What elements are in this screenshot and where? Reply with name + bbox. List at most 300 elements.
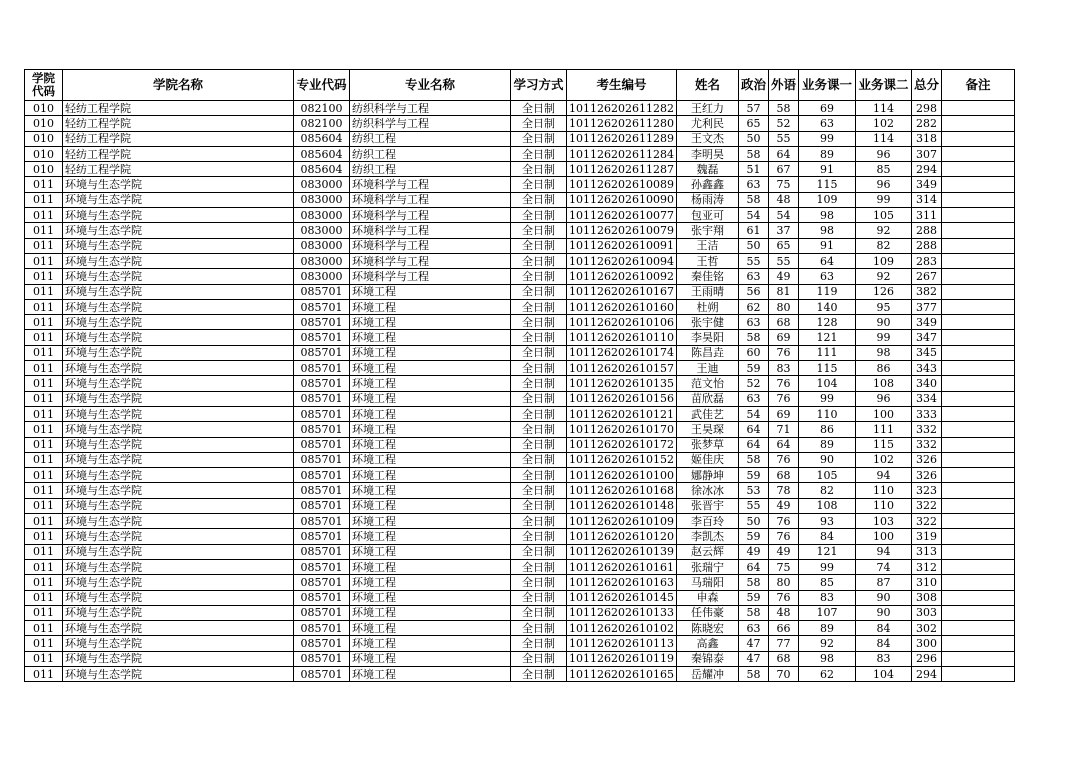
subject-two-score-cell: 102: [856, 452, 912, 467]
foreign-language-score-cell: 70: [769, 666, 799, 681]
total-score-cell: 322: [912, 514, 942, 529]
subject-one-score-cell: 63: [799, 116, 856, 131]
total-score-cell: 308: [912, 590, 942, 605]
college-code-cell: 011: [25, 299, 63, 314]
candidate-id-cell: 101126202610160: [567, 299, 677, 314]
college-name-cell: 环境与生态学院: [63, 269, 294, 284]
candidate-id-cell: 101126202610157: [567, 361, 677, 376]
college-code-cell: 010: [25, 162, 63, 177]
subject-two-score-cell: 74: [856, 559, 912, 574]
foreign-language-score-cell: 55: [769, 253, 799, 268]
total-score-cell: 377: [912, 299, 942, 314]
table-row: [25, 468, 1015, 483]
college-name-cell: 环境与生态学院: [63, 376, 294, 391]
total-score-cell: 334: [912, 391, 942, 406]
subject-two-score-cell: 90: [856, 315, 912, 330]
politics-score-cell: 54: [738, 406, 768, 421]
major-name-cell: 环境科学与工程: [350, 208, 511, 223]
table-row: [25, 162, 1015, 177]
remarks-cell: [942, 422, 1015, 437]
remarks-cell: [942, 666, 1015, 681]
major-name-cell: 环境科学与工程: [350, 238, 511, 253]
foreign-language-score-cell: 68: [769, 651, 799, 666]
subject-two-score-cell: 103: [856, 514, 912, 529]
table-row: [25, 636, 1015, 651]
major-code-cell: 083000: [294, 223, 350, 238]
major-code-cell: 083000: [294, 177, 350, 192]
major-code-cell: 085604: [294, 162, 350, 177]
major-code-cell: 083000: [294, 192, 350, 207]
politics-score-cell: 65: [738, 116, 768, 131]
foreign-language-score-cell: 37: [769, 223, 799, 238]
subject-one-score-cell: 89: [799, 437, 856, 452]
college-name-cell: 轻纺工程学院: [63, 131, 294, 146]
candidate-id-cell: 101126202610161: [567, 559, 677, 574]
politics-score-cell: 61: [738, 223, 768, 238]
total-score-cell: 347: [912, 330, 942, 345]
remarks-cell: [942, 621, 1015, 636]
college-name-cell: 环境与生态学院: [63, 284, 294, 299]
college-name-cell: 环境与生态学院: [63, 483, 294, 498]
remarks-cell: [942, 452, 1015, 467]
college-name-cell: 环境与生态学院: [63, 422, 294, 437]
candidate-id-cell: 101126202610094: [567, 253, 677, 268]
total-score-cell: 312: [912, 559, 942, 574]
subject-one-score-cell: 91: [799, 238, 856, 253]
college-name-cell: 环境与生态学院: [63, 177, 294, 192]
subject-one-score-cell: 84: [799, 529, 856, 544]
student-name-cell: 王文杰: [676, 131, 738, 146]
politics-score-cell: 50: [738, 238, 768, 253]
student-name-cell: 王哲: [676, 253, 738, 268]
major-code-cell: 085701: [294, 575, 350, 590]
foreign-language-score-cell: 64: [769, 146, 799, 161]
major-code-cell: 085701: [294, 498, 350, 513]
student-name-cell: 魏磊: [676, 162, 738, 177]
table-row: [25, 269, 1015, 284]
subject-one-score-cell: 104: [799, 376, 856, 391]
table-row: [25, 437, 1015, 452]
foreign-language-score-cell: 75: [769, 177, 799, 192]
header-politics: 政治: [738, 70, 768, 101]
college-code-cell: 010: [25, 146, 63, 161]
college-name-cell: 环境与生态学院: [63, 437, 294, 452]
college-name-cell: 轻纺工程学院: [63, 116, 294, 131]
college-code-cell: 011: [25, 284, 63, 299]
candidate-id-cell: 101126202610120: [567, 529, 677, 544]
candidate-id-cell: 101126202610110: [567, 330, 677, 345]
politics-score-cell: 52: [738, 376, 768, 391]
subject-two-score-cell: 105: [856, 208, 912, 223]
total-score-cell: 298: [912, 101, 942, 116]
table-row: [25, 376, 1015, 391]
candidate-id-cell: 101126202610152: [567, 452, 677, 467]
total-score-cell: 340: [912, 376, 942, 391]
subject-one-score-cell: 111: [799, 345, 856, 360]
student-name-cell: 李凯杰: [676, 529, 738, 544]
subject-one-score-cell: 62: [799, 666, 856, 681]
total-score-cell: 282: [912, 116, 942, 131]
politics-score-cell: 50: [738, 131, 768, 146]
remarks-cell: [942, 575, 1015, 590]
college-code-cell: 011: [25, 361, 63, 376]
total-score-cell: 311: [912, 208, 942, 223]
subject-two-score-cell: 90: [856, 590, 912, 605]
table-row: [25, 544, 1015, 559]
college-name-cell: 环境与生态学院: [63, 391, 294, 406]
subject-two-score-cell: 84: [856, 636, 912, 651]
remarks-cell: [942, 376, 1015, 391]
study-mode-cell: 全日制: [511, 101, 567, 116]
foreign-language-score-cell: 76: [769, 452, 799, 467]
major-name-cell: 环境工程: [350, 345, 511, 360]
major-name-cell: 环境工程: [350, 422, 511, 437]
student-name-cell: 姬佳庆: [676, 452, 738, 467]
subject-one-score-cell: 128: [799, 315, 856, 330]
major-name-cell: 环境工程: [350, 651, 511, 666]
subject-two-score-cell: 96: [856, 391, 912, 406]
table-row: [25, 559, 1015, 574]
subject-two-score-cell: 92: [856, 223, 912, 238]
foreign-language-score-cell: 49: [769, 544, 799, 559]
college-code-cell: 010: [25, 101, 63, 116]
total-score-cell: 332: [912, 437, 942, 452]
college-name-cell: 环境与生态学院: [63, 544, 294, 559]
remarks-cell: [942, 330, 1015, 345]
remarks-cell: [942, 483, 1015, 498]
major-name-cell: 环境工程: [350, 468, 511, 483]
study-mode-cell: 全日制: [511, 269, 567, 284]
foreign-language-score-cell: 64: [769, 437, 799, 452]
student-name-cell: 王洁: [676, 238, 738, 253]
remarks-cell: [942, 437, 1015, 452]
subject-one-score-cell: 90: [799, 452, 856, 467]
major-code-cell: 085701: [294, 651, 350, 666]
college-name-cell: 环境与生态学院: [63, 468, 294, 483]
table-row: [25, 483, 1015, 498]
study-mode-cell: 全日制: [511, 315, 567, 330]
study-mode-cell: 全日制: [511, 621, 567, 636]
study-mode-cell: 全日制: [511, 529, 567, 544]
remarks-cell: [942, 101, 1015, 116]
remarks-cell: [942, 208, 1015, 223]
total-score-cell: 294: [912, 162, 942, 177]
table-row: [25, 498, 1015, 513]
college-code-cell: 011: [25, 376, 63, 391]
study-mode-cell: 全日制: [511, 575, 567, 590]
college-name-cell: 环境与生态学院: [63, 238, 294, 253]
candidate-id-cell: 101126202610139: [567, 544, 677, 559]
student-name-cell: 王迪: [676, 361, 738, 376]
table-row: [25, 223, 1015, 238]
college-name-cell: 环境与生态学院: [63, 651, 294, 666]
politics-score-cell: 63: [738, 269, 768, 284]
foreign-language-score-cell: 76: [769, 391, 799, 406]
subject-one-score-cell: 93: [799, 514, 856, 529]
student-name-cell: 包亚可: [676, 208, 738, 223]
table-row: [25, 666, 1015, 681]
total-score-cell: 326: [912, 452, 942, 467]
table-row: [25, 361, 1015, 376]
table-row: [25, 253, 1015, 268]
student-name-cell: 李明昊: [676, 146, 738, 161]
subject-one-score-cell: 115: [799, 177, 856, 192]
remarks-cell: [942, 192, 1015, 207]
candidate-id-cell: 101126202610119: [567, 651, 677, 666]
study-mode-cell: 全日制: [511, 559, 567, 574]
foreign-language-score-cell: 83: [769, 361, 799, 376]
major-code-cell: 085701: [294, 284, 350, 299]
college-name-cell: 环境与生态学院: [63, 605, 294, 620]
student-name-cell: 徐冰冰: [676, 483, 738, 498]
politics-score-cell: 59: [738, 361, 768, 376]
major-name-cell: 环境工程: [350, 666, 511, 681]
candidate-id-cell: 101126202611282: [567, 101, 677, 116]
student-name-cell: 岳耀冲: [676, 666, 738, 681]
foreign-language-score-cell: 52: [769, 116, 799, 131]
subject-two-score-cell: 92: [856, 269, 912, 284]
table-body: [25, 101, 1015, 682]
college-name-cell: 环境与生态学院: [63, 345, 294, 360]
politics-score-cell: 58: [738, 146, 768, 161]
total-score-cell: 345: [912, 345, 942, 360]
total-score-cell: 267: [912, 269, 942, 284]
remarks-cell: [942, 559, 1015, 574]
remarks-cell: [942, 238, 1015, 253]
foreign-language-score-cell: 76: [769, 345, 799, 360]
study-mode-cell: 全日制: [511, 361, 567, 376]
admission-score-table: [24, 69, 1015, 682]
major-code-cell: 085701: [294, 514, 350, 529]
subject-one-score-cell: 119: [799, 284, 856, 299]
college-code-cell: 011: [25, 177, 63, 192]
foreign-language-score-cell: 80: [769, 299, 799, 314]
total-score-cell: 296: [912, 651, 942, 666]
study-mode-cell: 全日制: [511, 452, 567, 467]
college-name-cell: 轻纺工程学院: [63, 162, 294, 177]
total-score-cell: 349: [912, 177, 942, 192]
subject-two-score-cell: 83: [856, 651, 912, 666]
total-score-cell: 326: [912, 468, 942, 483]
college-code-cell: 011: [25, 590, 63, 605]
major-code-cell: 085701: [294, 590, 350, 605]
table-row: [25, 131, 1015, 146]
remarks-cell: [942, 345, 1015, 360]
header-candidate-id: 考生编号: [567, 70, 677, 101]
candidate-id-cell: 101126202610133: [567, 605, 677, 620]
study-mode-cell: 全日制: [511, 514, 567, 529]
student-name-cell: 张宇健: [676, 315, 738, 330]
foreign-language-score-cell: 67: [769, 162, 799, 177]
college-name-cell: 环境与生态学院: [63, 575, 294, 590]
study-mode-cell: 全日制: [511, 376, 567, 391]
college-code-cell: 011: [25, 529, 63, 544]
college-name-cell: 环境与生态学院: [63, 666, 294, 681]
subject-one-score-cell: 89: [799, 621, 856, 636]
subject-one-score-cell: 85: [799, 575, 856, 590]
study-mode-cell: 全日制: [511, 406, 567, 421]
foreign-language-score-cell: 75: [769, 559, 799, 574]
major-code-cell: 085701: [294, 345, 350, 360]
subject-two-score-cell: 99: [856, 192, 912, 207]
major-code-cell: 085701: [294, 376, 350, 391]
foreign-language-score-cell: 69: [769, 330, 799, 345]
college-name-cell: 环境与生态学院: [63, 208, 294, 223]
major-code-cell: 085701: [294, 621, 350, 636]
header-subject-one: 业务课一: [799, 70, 856, 101]
foreign-language-score-cell: 69: [769, 406, 799, 421]
major-code-cell: 085701: [294, 437, 350, 452]
college-name-cell: 环境与生态学院: [63, 253, 294, 268]
politics-score-cell: 60: [738, 345, 768, 360]
college-name-cell: 环境与生态学院: [63, 514, 294, 529]
candidate-id-cell: 101126202610090: [567, 192, 677, 207]
subject-one-score-cell: 105: [799, 468, 856, 483]
major-name-cell: 纺织工程: [350, 162, 511, 177]
major-name-cell: 纺织科学与工程: [350, 116, 511, 131]
subject-one-score-cell: 69: [799, 101, 856, 116]
header-remarks: 备注: [942, 70, 1015, 101]
remarks-cell: [942, 529, 1015, 544]
student-name-cell: 尤利民: [676, 116, 738, 131]
major-code-cell: 085604: [294, 146, 350, 161]
major-name-cell: 环境工程: [350, 299, 511, 314]
politics-score-cell: 58: [738, 192, 768, 207]
table-row: [25, 177, 1015, 192]
student-name-cell: 李百玲: [676, 514, 738, 529]
total-score-cell: 313: [912, 544, 942, 559]
subject-one-score-cell: 91: [799, 162, 856, 177]
subject-one-score-cell: 86: [799, 422, 856, 437]
politics-score-cell: 58: [738, 666, 768, 681]
college-name-cell: 环境与生态学院: [63, 559, 294, 574]
politics-score-cell: 64: [738, 422, 768, 437]
remarks-cell: [942, 514, 1015, 529]
remarks-cell: [942, 315, 1015, 330]
remarks-cell: [942, 223, 1015, 238]
header-study-mode: 学习方式: [511, 70, 567, 101]
table-row: [25, 514, 1015, 529]
college-code-cell: 011: [25, 253, 63, 268]
subject-one-score-cell: 99: [799, 131, 856, 146]
major-name-cell: 纺织科学与工程: [350, 101, 511, 116]
candidate-id-cell: 101126202610077: [567, 208, 677, 223]
politics-score-cell: 58: [738, 330, 768, 345]
major-code-cell: 085701: [294, 468, 350, 483]
subject-one-score-cell: 140: [799, 299, 856, 314]
college-code-cell: 011: [25, 192, 63, 207]
subject-two-score-cell: 87: [856, 575, 912, 590]
college-name-cell: 环境与生态学院: [63, 330, 294, 345]
college-name-cell: 环境与生态学院: [63, 406, 294, 421]
subject-one-score-cell: 98: [799, 223, 856, 238]
major-name-cell: 环境工程: [350, 330, 511, 345]
candidate-id-cell: 101126202610168: [567, 483, 677, 498]
table-row: [25, 406, 1015, 421]
politics-score-cell: 53: [738, 483, 768, 498]
candidate-id-cell: 101126202610089: [567, 177, 677, 192]
total-score-cell: 322: [912, 498, 942, 513]
major-name-cell: 环境工程: [350, 636, 511, 651]
study-mode-cell: 全日制: [511, 223, 567, 238]
major-code-cell: 085701: [294, 666, 350, 681]
study-mode-cell: 全日制: [511, 238, 567, 253]
subject-two-score-cell: 109: [856, 253, 912, 268]
major-code-cell: 085701: [294, 391, 350, 406]
study-mode-cell: 全日制: [511, 498, 567, 513]
subject-two-score-cell: 126: [856, 284, 912, 299]
college-code-cell: 011: [25, 514, 63, 529]
subject-two-score-cell: 94: [856, 468, 912, 483]
subject-one-score-cell: 109: [799, 192, 856, 207]
college-code-cell: 011: [25, 468, 63, 483]
subject-one-score-cell: 98: [799, 208, 856, 223]
subject-two-score-cell: 115: [856, 437, 912, 452]
major-code-cell: 082100: [294, 116, 350, 131]
foreign-language-score-cell: 77: [769, 636, 799, 651]
subject-two-score-cell: 102: [856, 116, 912, 131]
major-name-cell: 环境工程: [350, 437, 511, 452]
subject-one-score-cell: 107: [799, 605, 856, 620]
college-code-cell: 010: [25, 131, 63, 146]
subject-one-score-cell: 110: [799, 406, 856, 421]
candidate-id-cell: 101126202610156: [567, 391, 677, 406]
candidate-id-cell: 101126202610167: [567, 284, 677, 299]
student-name-cell: 范文怡: [676, 376, 738, 391]
college-code-cell: 011: [25, 666, 63, 681]
table-row: [25, 330, 1015, 345]
remarks-cell: [942, 651, 1015, 666]
subject-two-score-cell: 104: [856, 666, 912, 681]
major-name-cell: 环境工程: [350, 315, 511, 330]
major-name-cell: 环境工程: [350, 483, 511, 498]
college-code-cell: 011: [25, 621, 63, 636]
major-name-cell: 环境工程: [350, 498, 511, 513]
college-code-cell: 011: [25, 406, 63, 421]
major-name-cell: 环境工程: [350, 544, 511, 559]
college-code-cell: 011: [25, 269, 63, 284]
remarks-cell: [942, 253, 1015, 268]
college-code-cell: 011: [25, 315, 63, 330]
candidate-id-cell: 101126202610113: [567, 636, 677, 651]
politics-score-cell: 50: [738, 514, 768, 529]
student-name-cell: 王昊琛: [676, 422, 738, 437]
remarks-cell: [942, 636, 1015, 651]
college-code-cell: 011: [25, 483, 63, 498]
study-mode-cell: 全日制: [511, 345, 567, 360]
subject-one-score-cell: 115: [799, 361, 856, 376]
college-code-cell: 011: [25, 208, 63, 223]
college-name-cell: 环境与生态学院: [63, 361, 294, 376]
college-code-cell: 011: [25, 452, 63, 467]
remarks-cell: [942, 544, 1015, 559]
remarks-cell: [942, 406, 1015, 421]
subject-one-score-cell: 98: [799, 651, 856, 666]
study-mode-cell: 全日制: [511, 299, 567, 314]
remarks-cell: [942, 299, 1015, 314]
college-code-cell: 011: [25, 605, 63, 620]
major-name-cell: 环境工程: [350, 621, 511, 636]
subject-one-score-cell: 83: [799, 590, 856, 605]
candidate-id-cell: 101126202610170: [567, 422, 677, 437]
subject-two-score-cell: 96: [856, 146, 912, 161]
student-name-cell: 张梦草: [676, 437, 738, 452]
subject-one-score-cell: 82: [799, 483, 856, 498]
major-code-cell: 085701: [294, 529, 350, 544]
college-name-cell: 环境与生态学院: [63, 590, 294, 605]
college-name-cell: 轻纺工程学院: [63, 146, 294, 161]
study-mode-cell: 全日制: [511, 468, 567, 483]
